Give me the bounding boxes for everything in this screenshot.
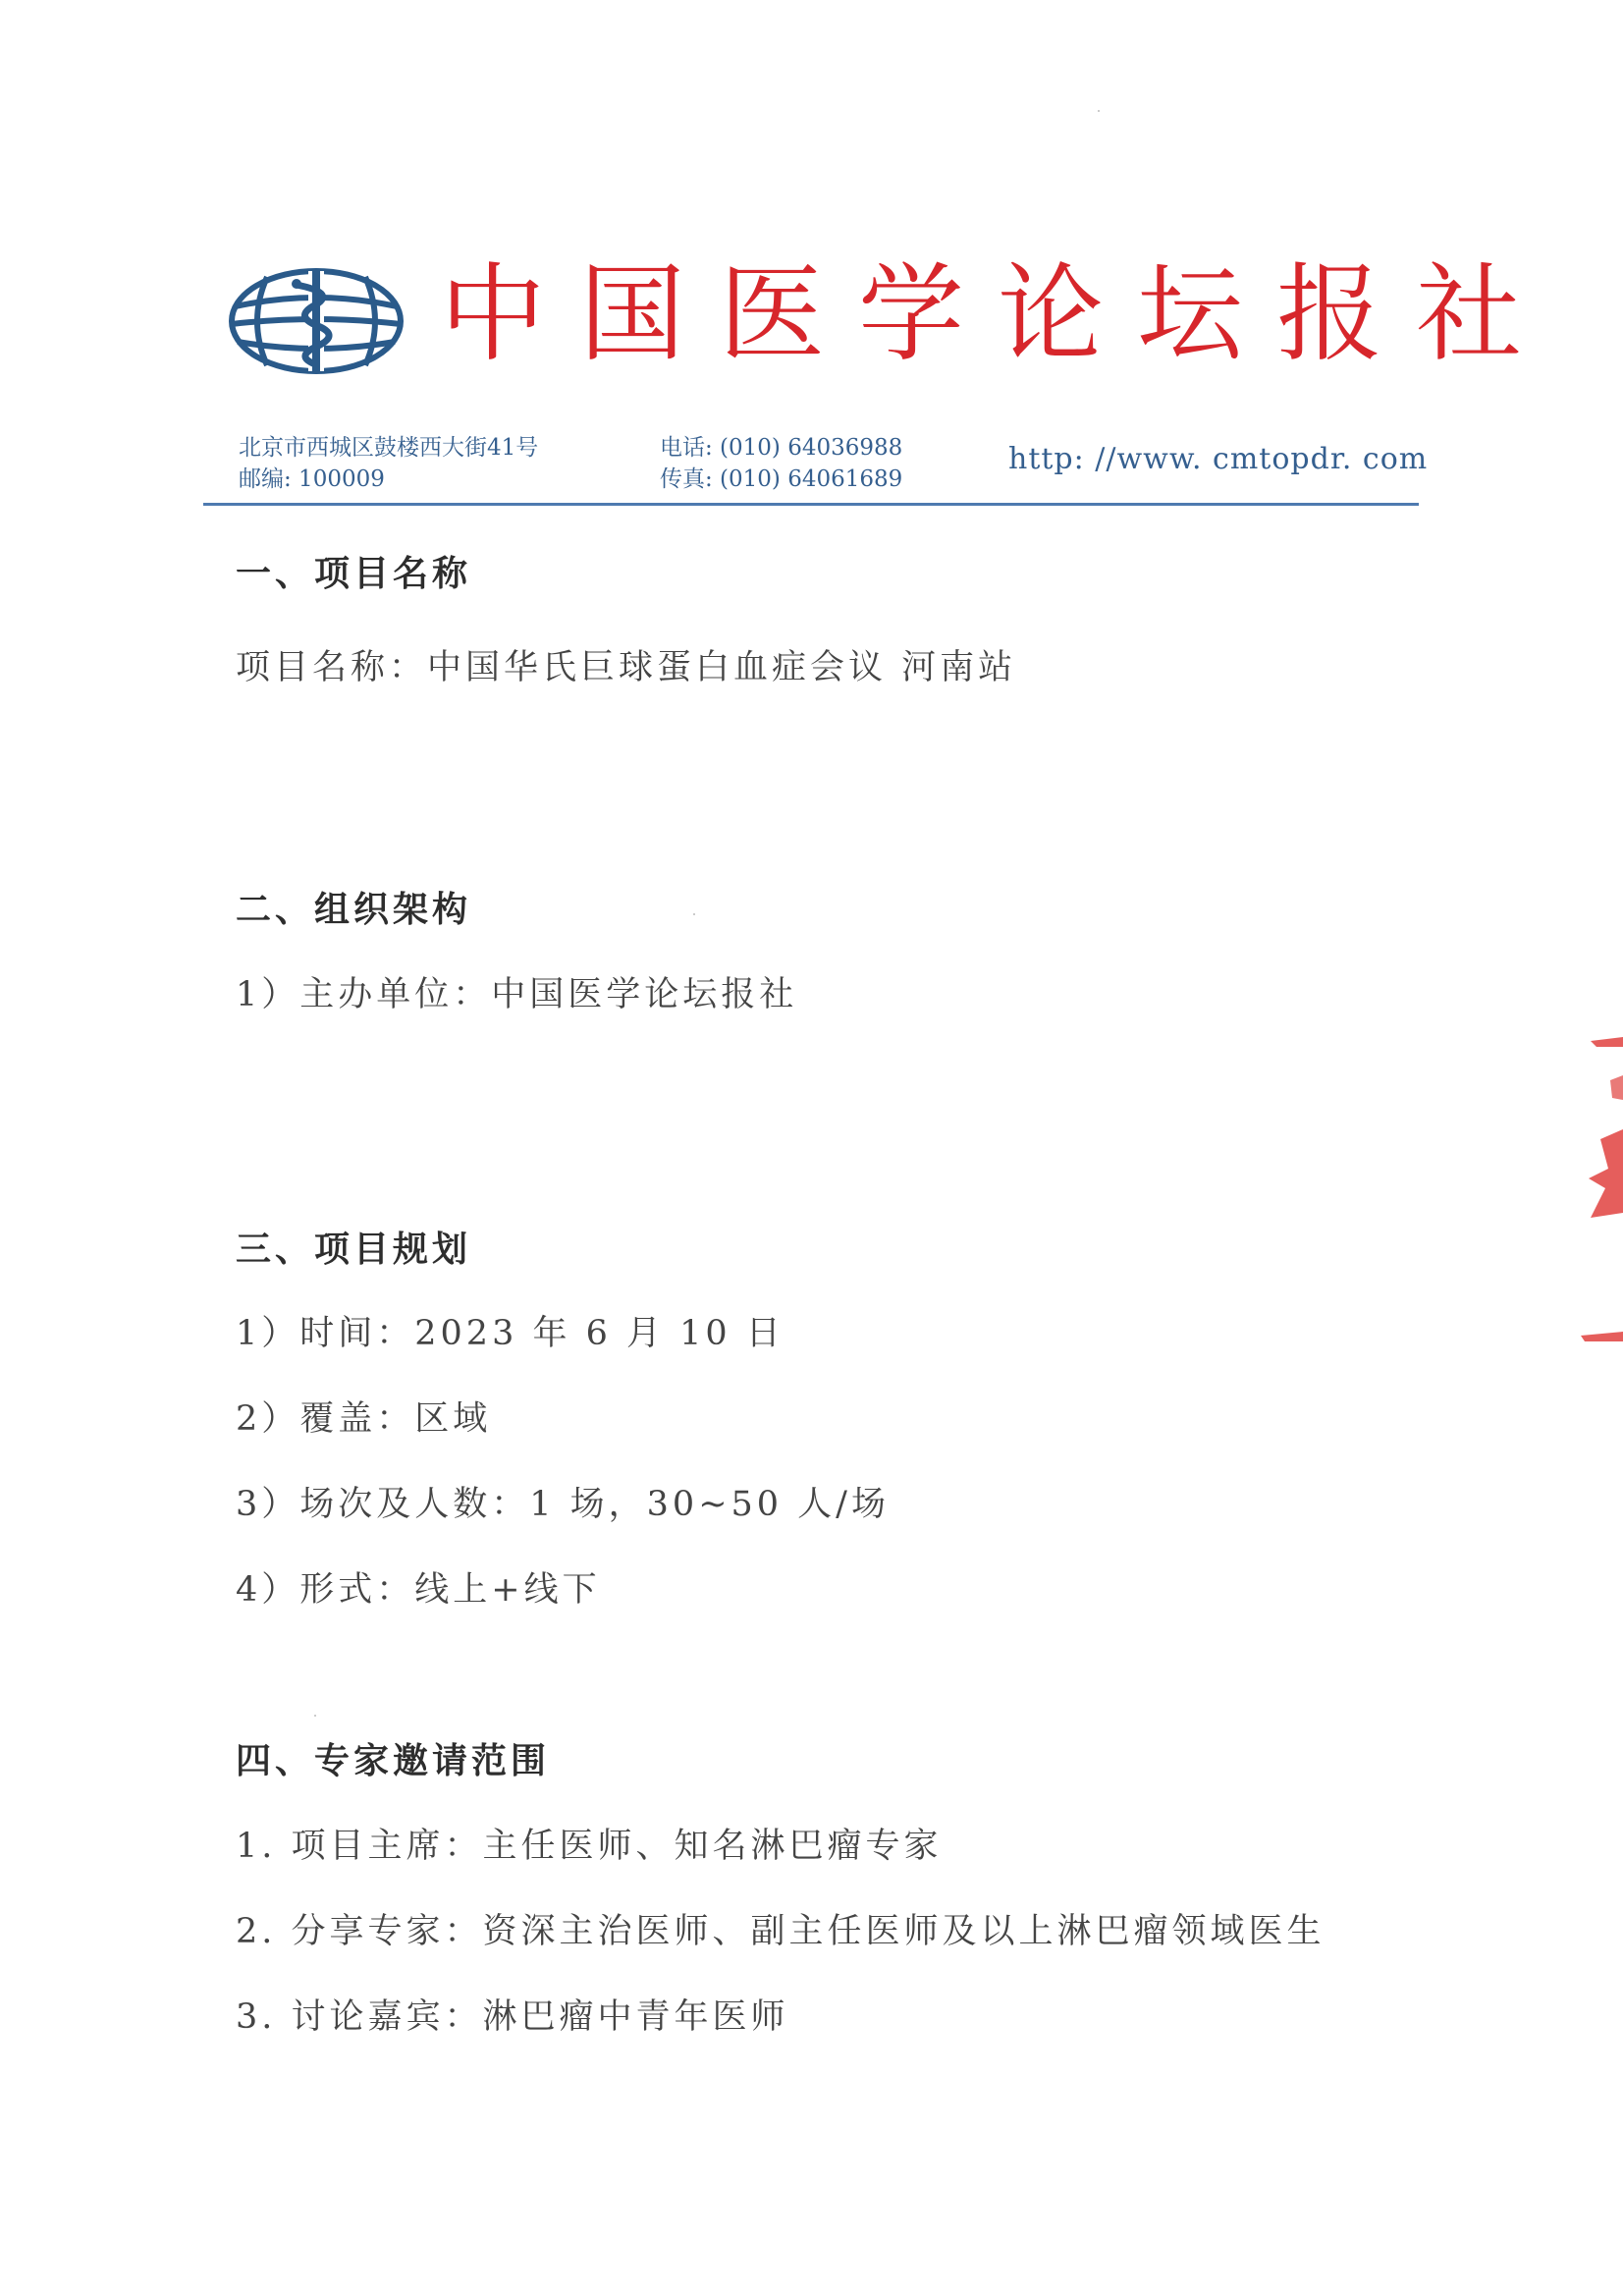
address: 北京市西城区鼓楼西大街41号 — [239, 435, 539, 461]
plan-line-sessions: 3）场次及人数：1 场，30~50 人/场 — [236, 1485, 890, 1524]
fax: 传真: (010) 64061689 — [660, 466, 903, 492]
plan-line-format: 4）形式：线上+线下 — [236, 1570, 601, 1610]
plan-line-time: 1）时间：2023 年 6 月 10 日 — [236, 1314, 784, 1353]
expert-line-panel: 3. 讨论嘉宾：淋巴瘤中青年医师 — [236, 1997, 789, 2037]
expert-line-speakers: 2. 分享专家：资深主治医师、副主任医师及以上淋巴瘤领域医生 — [236, 1912, 1325, 1951]
phone: 电话: (010) 64036988 — [660, 435, 903, 461]
address-block — [239, 432, 538, 495]
header-rule — [203, 503, 1419, 506]
org-name: 中国医学论坛报社 — [440, 253, 1556, 376]
phone-block — [660, 432, 902, 495]
section-heading-1: 一、项目名称 — [236, 553, 472, 594]
section-heading-4: 四、专家邀请范围 — [236, 1740, 551, 1781]
expert-line-chair: 1. 项目主席：主任医师、知名淋巴瘤专家 — [236, 1827, 943, 1866]
section-heading-3: 三、项目规划 — [236, 1229, 472, 1270]
red-seal-fragment — [1561, 1021, 1623, 1355]
globe-caduceus-logo — [228, 267, 405, 375]
postcode: 邮编: 100009 — [239, 466, 385, 492]
section-heading-2: 二、组织架构 — [236, 889, 472, 930]
plan-line-coverage: 2）覆盖：区域 — [236, 1399, 492, 1439]
speck — [1098, 110, 1100, 112]
organizer-line: 1）主办单位：中国医学论坛报社 — [236, 975, 798, 1014]
speck — [693, 913, 695, 915]
website: http: //www. cmtopdr. com — [1008, 442, 1429, 476]
speck — [314, 1715, 316, 1717]
project-name-line: 项目名称：中国华氏巨球蛋白血症会议 河南站 — [236, 648, 1017, 687]
